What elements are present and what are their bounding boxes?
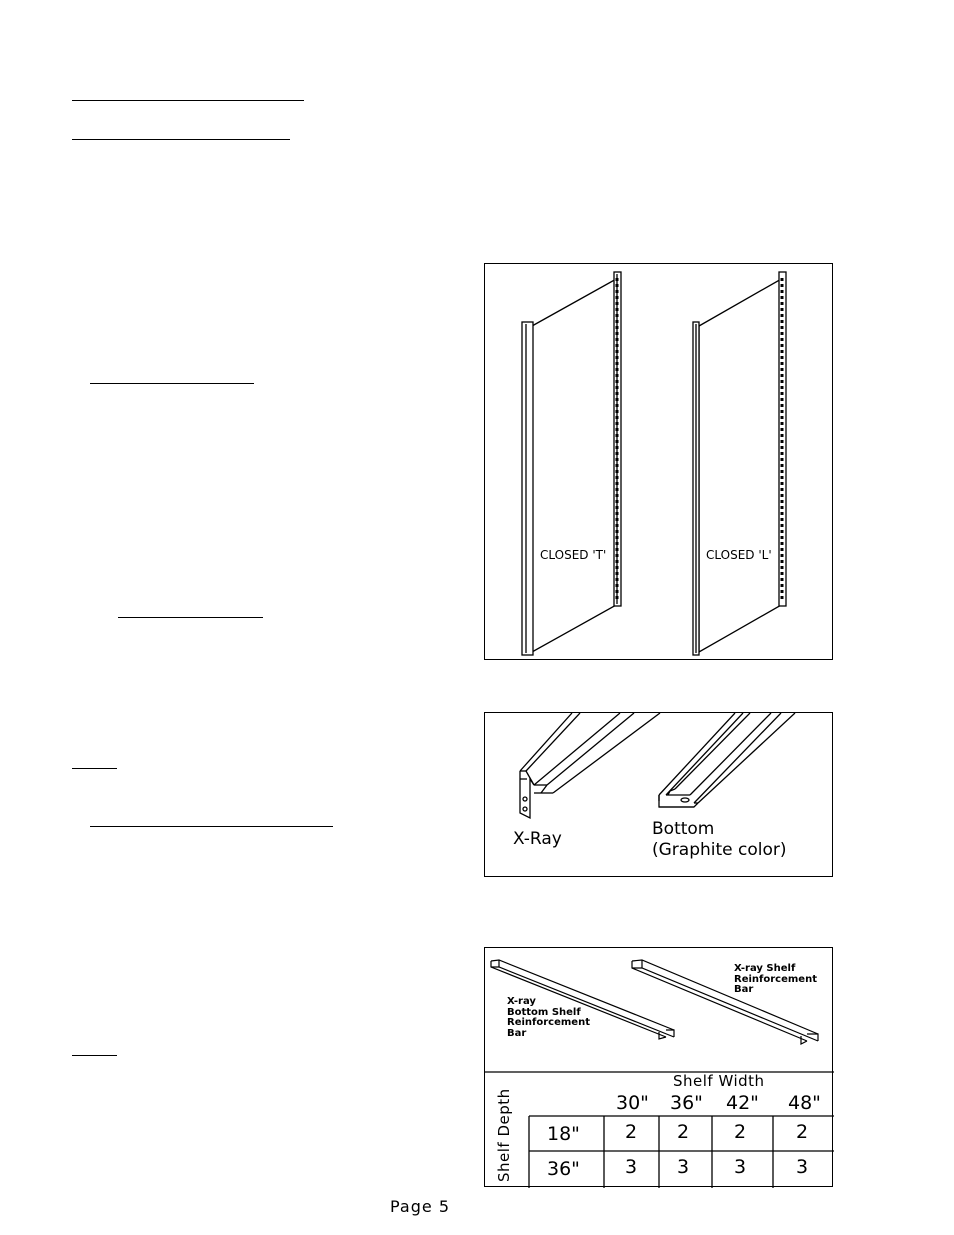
upright-slot xyxy=(616,392,619,395)
bottom-bar-label-line: X-ray xyxy=(507,996,536,1007)
upright-slot xyxy=(616,404,619,407)
upright-slot xyxy=(616,440,619,443)
upright-slot xyxy=(781,554,784,557)
upright-slot xyxy=(781,530,784,533)
upright-slot xyxy=(781,458,784,461)
width-header-36: 36" xyxy=(670,1092,703,1114)
upright-slot xyxy=(616,566,619,569)
upright-slot xyxy=(616,326,619,329)
upright-slot xyxy=(616,536,619,539)
upright-slot xyxy=(781,512,784,515)
upright-slot xyxy=(616,398,619,401)
upright-slot xyxy=(616,578,619,581)
upright-slot xyxy=(616,488,619,491)
upright-slot xyxy=(616,560,619,563)
upright-slot xyxy=(616,356,619,359)
upright-slot xyxy=(781,404,784,407)
bottom-bar-label-line: Bar xyxy=(507,1027,527,1039)
depth-row-18: 18" xyxy=(547,1123,580,1145)
heading-underline-6 xyxy=(90,826,333,827)
upright-slot xyxy=(781,542,784,545)
upright-slot xyxy=(781,290,784,293)
upright-slot xyxy=(616,320,619,323)
upright-slot xyxy=(781,320,784,323)
upright-slot xyxy=(781,374,784,377)
upright-slot xyxy=(616,482,619,485)
upright-slot xyxy=(616,524,619,527)
upright-slot xyxy=(616,338,619,341)
upright-slot xyxy=(781,560,784,563)
upright-slot xyxy=(781,500,784,503)
upright-slot xyxy=(781,494,784,497)
graphite-color-label: (Graphite color) xyxy=(652,840,787,860)
upright-slot xyxy=(781,464,784,467)
upright-slot xyxy=(781,362,784,365)
upright-slot xyxy=(781,410,784,413)
upright-slot xyxy=(781,482,784,485)
upright-slot xyxy=(616,476,619,479)
upright-slot xyxy=(781,284,784,287)
shelf-bar-label-line: X-ray Shelf xyxy=(734,963,796,974)
shelf-bar-label xyxy=(734,964,817,996)
count-36-30: 3 xyxy=(625,1156,638,1178)
upright-slot xyxy=(781,344,784,347)
upright-slot xyxy=(616,530,619,533)
upright-slot xyxy=(781,566,784,569)
shelf-width-title: Shelf Width xyxy=(673,1072,765,1090)
upright-slot xyxy=(781,398,784,401)
upright-slot xyxy=(781,422,784,425)
width-header-48: 48" xyxy=(788,1092,821,1114)
upright-slot xyxy=(781,392,784,395)
width-header-30: 30" xyxy=(616,1092,649,1114)
shelf-bar-label-line: Reinforcement xyxy=(734,973,817,985)
page-number: Page 5 xyxy=(390,1197,450,1216)
upright-slot xyxy=(616,506,619,509)
upright-slot xyxy=(781,428,784,431)
reinforcement-figure xyxy=(484,947,833,1187)
upright-slot xyxy=(616,374,619,377)
closed-t-label: CLOSED 'T' xyxy=(540,548,607,562)
shelf-bar-label-line: Bar xyxy=(734,984,754,995)
uprights-drawing xyxy=(485,264,834,661)
upright-slot xyxy=(616,362,619,365)
upright-slot xyxy=(616,452,619,455)
upright-slot xyxy=(616,386,619,389)
upright-slot xyxy=(781,434,784,437)
upright-slot xyxy=(616,350,619,353)
upright-slot xyxy=(781,386,784,389)
upright-slot xyxy=(616,332,619,335)
heading-underline-1 xyxy=(72,100,304,101)
upright-slot xyxy=(616,410,619,413)
upright-slot xyxy=(616,518,619,521)
upright-slot xyxy=(781,470,784,473)
upright-slot xyxy=(781,584,784,587)
upright-slot xyxy=(616,434,619,437)
count-18-36: 2 xyxy=(677,1121,690,1143)
upright-slot xyxy=(781,506,784,509)
upright-slot xyxy=(781,368,784,371)
upright-slot xyxy=(781,338,784,341)
upright-slot xyxy=(781,488,784,491)
upright-slot xyxy=(616,380,619,383)
upright-slot xyxy=(616,512,619,515)
count-36-36: 3 xyxy=(677,1156,690,1178)
upright-slot xyxy=(616,596,619,599)
channels-figure xyxy=(484,712,833,877)
closed-l-label: CLOSED 'L' xyxy=(706,548,772,562)
uprights-figure xyxy=(484,263,833,660)
upright-slot xyxy=(616,302,619,305)
upright-slot xyxy=(781,332,784,335)
upright-slot xyxy=(781,326,784,329)
upright-slot xyxy=(781,308,784,311)
width-header-42: 42" xyxy=(726,1092,759,1114)
upright-slot xyxy=(781,314,784,317)
count-18-30: 2 xyxy=(625,1121,638,1143)
heading-underline-5 xyxy=(72,768,117,769)
upright-slot xyxy=(616,548,619,551)
upright-slot xyxy=(616,554,619,557)
upright-slot xyxy=(781,578,784,581)
upright-slot xyxy=(616,308,619,311)
heading-underline-4 xyxy=(118,617,263,618)
upright-slot xyxy=(781,278,784,281)
upright-slot xyxy=(781,302,784,305)
upright-slot xyxy=(616,278,619,281)
upright-slot xyxy=(616,458,619,461)
upright-slot xyxy=(781,590,784,593)
upright-slot xyxy=(616,500,619,503)
upright-slot xyxy=(781,536,784,539)
bottom-bar-label-line: Reinforcement xyxy=(507,1017,590,1028)
upright-slot xyxy=(616,572,619,575)
count-18-48: 2 xyxy=(796,1121,809,1143)
upright-slot xyxy=(781,524,784,527)
upright-slot xyxy=(781,296,784,299)
upright-slot xyxy=(616,590,619,593)
upright-slot xyxy=(781,596,784,599)
upright-slot xyxy=(781,416,784,419)
heading-underline-3 xyxy=(90,383,254,384)
upright-slot xyxy=(781,356,784,359)
bottom-channel-label: Bottom xyxy=(652,819,715,839)
upright-slot xyxy=(616,494,619,497)
heading-underline-7 xyxy=(72,1055,117,1056)
shelf-depth-title: Shelf Depth xyxy=(495,1088,513,1182)
count-18-42: 2 xyxy=(734,1121,747,1143)
upright-slot xyxy=(781,548,784,551)
upright-slot xyxy=(616,464,619,467)
upright-slot xyxy=(616,368,619,371)
upright-slot xyxy=(616,584,619,587)
upright-slot xyxy=(781,476,784,479)
heading-underline-2 xyxy=(72,139,290,140)
upright-slot xyxy=(616,422,619,425)
upright-slot xyxy=(616,284,619,287)
upright-slot xyxy=(616,296,619,299)
upright-slot xyxy=(781,350,784,353)
upright-slot xyxy=(616,542,619,545)
depth-row-36: 36" xyxy=(547,1158,580,1180)
upright-slot xyxy=(781,440,784,443)
upright-slot xyxy=(616,344,619,347)
upright-slot xyxy=(781,518,784,521)
upright-slot xyxy=(616,314,619,317)
upright-slot xyxy=(616,470,619,473)
upright-slot xyxy=(616,428,619,431)
upright-slot xyxy=(781,452,784,455)
count-36-42: 3 xyxy=(734,1156,747,1178)
upright-slot xyxy=(616,446,619,449)
xray-channel-label: X-Ray xyxy=(513,829,562,849)
upright-slot xyxy=(616,416,619,419)
upright-slot xyxy=(781,446,784,449)
bottom-bar-label xyxy=(507,997,590,1039)
upright-slot xyxy=(781,572,784,575)
upright-slot xyxy=(616,290,619,293)
count-36-48: 3 xyxy=(796,1156,809,1178)
upright-slot xyxy=(781,380,784,383)
bottom-bar-label-line: Bottom Shelf xyxy=(507,1006,581,1018)
